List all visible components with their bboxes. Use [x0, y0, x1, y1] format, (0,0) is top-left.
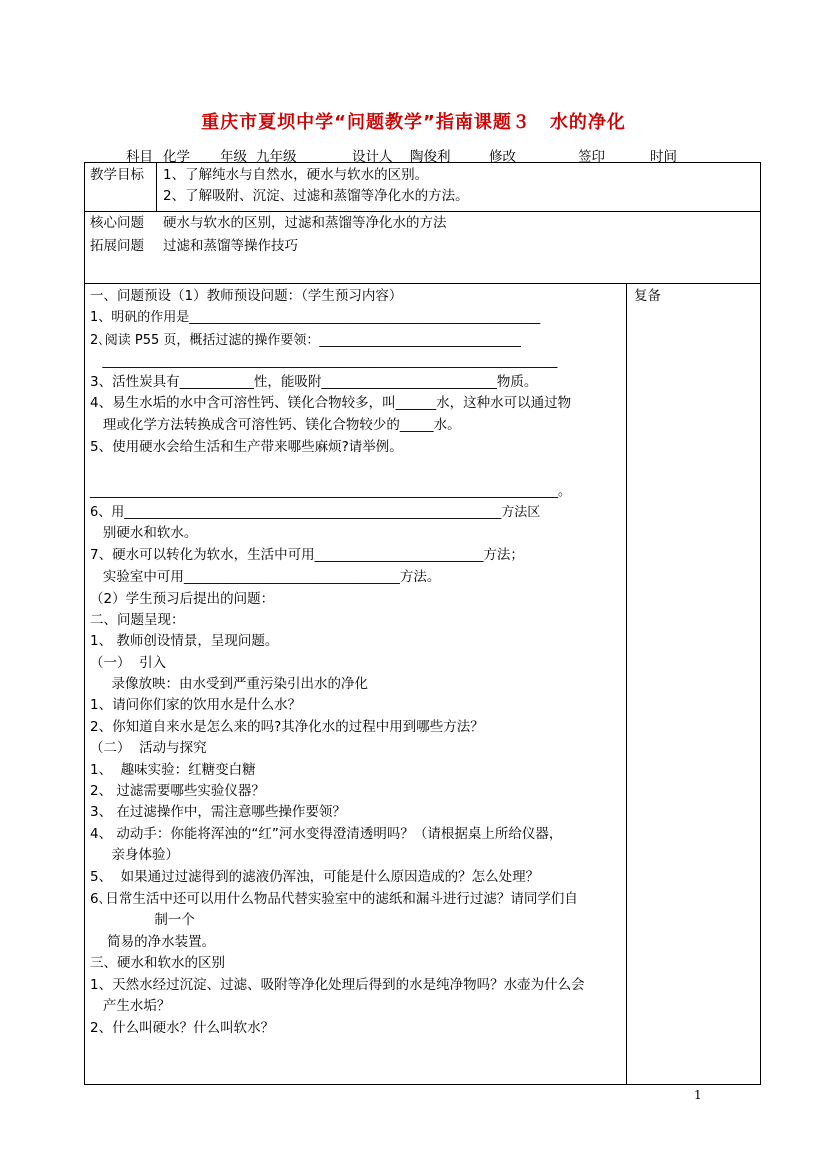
sign-label: 签印: [578, 149, 605, 165]
row-divider: [84, 283, 761, 284]
body-line: 6、用__________________________________________________________方法区: [90, 505, 541, 520]
subject-label: 科目: [126, 149, 153, 165]
body-line: 4、易生水垢的水中含可溶性钙、镁化合物较多，叫______水，这种水可以通过物: [90, 395, 572, 411]
body-line: 别硬水和软水。: [90, 525, 198, 541]
body-line: 3、活性炭具有___________性，能吸附__________________________物质。: [90, 374, 538, 390]
body-line: 7、硬水可以转化为软水，生活中可用_________________________方法；: [90, 547, 524, 563]
body-line: 6､日常生活中还可以用什么物品代替实验室中的滤纸和漏斗进行过滤？请同学们自: [90, 891, 578, 907]
body-line: 一、问题预设（1）教师预设问题：（学生预习内容）: [90, 288, 403, 304]
body-line: 简易的净水装置。: [90, 934, 216, 950]
body-line: 亲身体验）: [90, 847, 179, 863]
body-line: 三、硬水和软水的区别: [90, 955, 225, 971]
body-line: 2、什么叫硬水？什么叫软水？: [90, 1020, 275, 1036]
extension-text: 过滤和蒸馏等操作技巧: [163, 238, 298, 254]
body-line: 二、问题呈现：: [90, 612, 185, 628]
body-line: 2､阅读 P55 页，概括过滤的操作要领：_______________________________: [90, 333, 521, 348]
body-line: 1、天然水经过沉淀、过滤、吸附等净化处理后得到的水是纯净物吗？水壶为什么会: [90, 977, 585, 993]
page-title: 重庆市夏坝中学“问题教学”指南课题３ 水的净化: [201, 112, 626, 133]
body-line: 实验室中可用________________________________方法。: [90, 569, 441, 585]
body-line: 4、 动动手：你能将浑浊的“红”河水变得澄清透明吗？（请根据桌上所给仪器，: [90, 826, 563, 842]
goals-label: 教学目标: [90, 167, 144, 183]
body-line: 5、 如果通过过滤得到的滤液仍浑浊，可能是什么原因造成的？怎么处理？: [90, 869, 540, 885]
designer-label: 设计人: [352, 149, 393, 165]
body-line: 1、明矾的作用是______________________________________________________: [90, 310, 541, 325]
core-label: 核心问题: [90, 215, 144, 231]
time-label: 时间: [650, 149, 677, 165]
subject-value: 化学: [163, 149, 190, 165]
page-number: 1: [694, 1088, 702, 1102]
body-line: 制一个: [90, 912, 195, 928]
body-line: （2）学生预习后提出的问题：: [90, 591, 275, 607]
designer-value: 陶俊利: [410, 149, 451, 165]
side-label: 复备: [634, 288, 661, 304]
body-line: 理或化学方法转换成含可溶性钙、镁化合物较少的_____水。: [90, 417, 461, 433]
revise-label: 修改: [489, 149, 516, 165]
body-line: （二） 活动与探究: [90, 740, 207, 756]
body-line: （一） 引入: [90, 655, 167, 671]
body-line: ______________________________________________________________________: [90, 354, 558, 369]
body-line: 1、 趣味实验：红糖变白糖: [90, 762, 256, 778]
goals-line-1: 1、了解纯水与自然水，硬水与软水的区别。: [163, 167, 429, 183]
body-line: 1、 教师创设情景，呈现问题。: [90, 633, 279, 649]
grade-value: 九年级: [256, 149, 297, 165]
body-line: 1、请问你们家的饮用水是什么水？: [90, 697, 302, 713]
body-line: 5、使用硬水会给生活和生产带来哪些麻烦?请举例。: [90, 439, 403, 455]
goals-divider: [156, 162, 157, 211]
extension-label: 拓展问题: [90, 238, 144, 254]
body-line: 2、 过滤需要哪些实验仪器？: [90, 783, 265, 799]
body-line: 3、 在过滤操作中，需注意哪些操作要领？: [90, 804, 346, 820]
core-text: 硬水与软水的区别，过滤和蒸馏等净化水的方法: [163, 215, 447, 231]
goals-line-2: 2、了解吸附、沉淀、过滤和蒸馏等净化水的方法。: [163, 188, 469, 204]
body-line: 录像放映：由水受到严重污染引出水的净化: [90, 676, 368, 692]
body-line: ________________________________________________________________________。: [90, 484, 571, 499]
row-divider: [84, 211, 761, 212]
side-column-divider: [626, 283, 627, 1085]
grade-label: 年级: [220, 149, 247, 165]
body-line: 产生水垢？: [90, 998, 171, 1014]
body-line: 2、你知道自来水是怎么来的吗?其净化水的过程中用到哪些方法？: [90, 719, 484, 735]
